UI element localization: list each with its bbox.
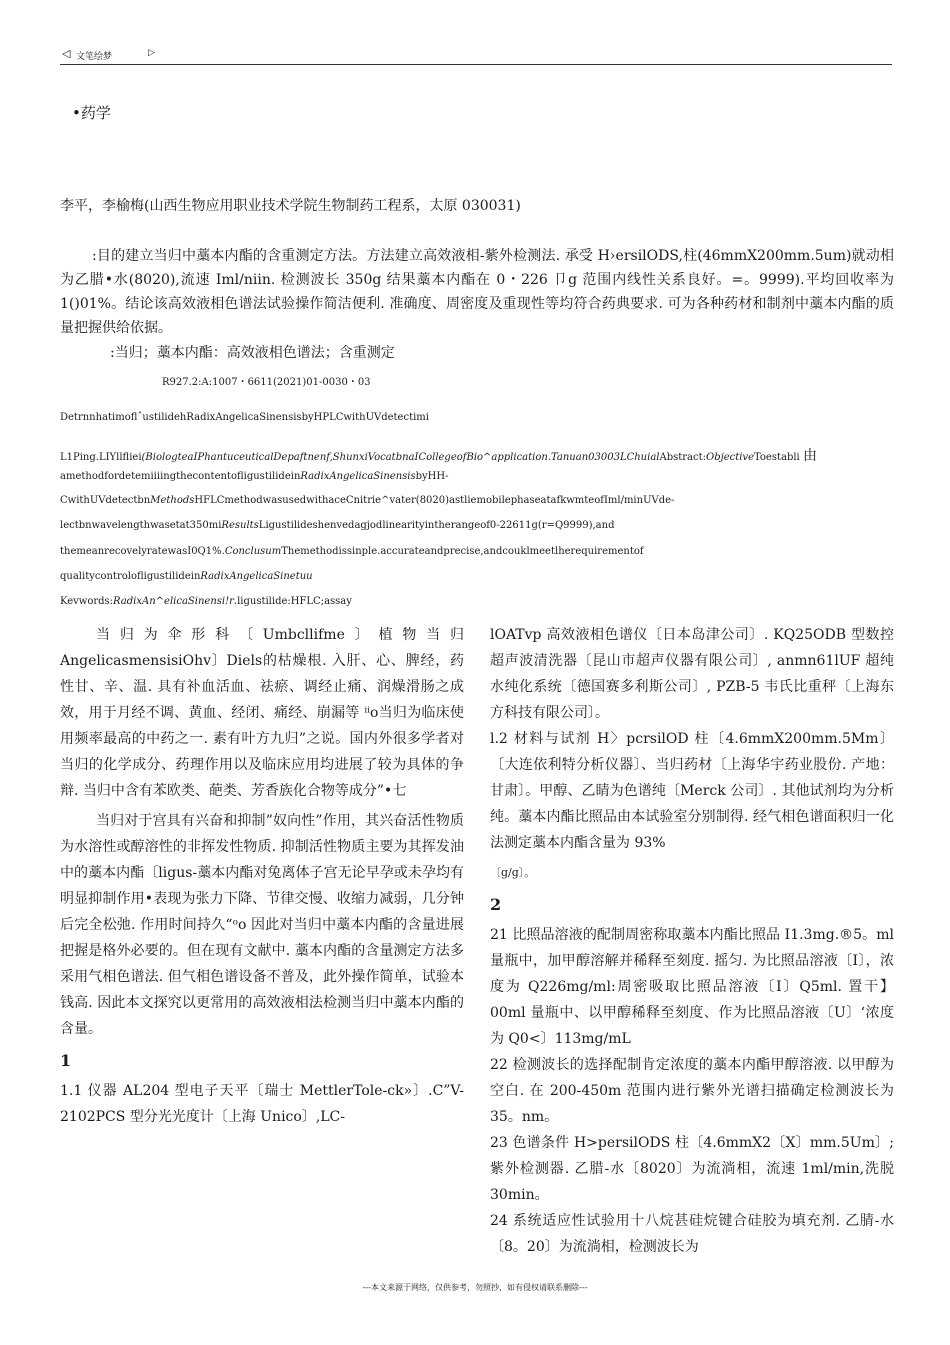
footer-note: ---本文来源于网络，仅供参考，勿照抄，如有侵权请联系删除--- (362, 1283, 588, 1292)
english-line: qualitycontrolofligustilideinRadixAngelicaSinetuu (60, 571, 313, 582)
classification-code: R927.2:A:1007・6611(2021)01-0030・03 (162, 377, 371, 388)
english-line: L1Ping.LIYllfliei(BiologteaIPhantuceuticalDepaftnenf,ShunxiVocatbnaICollegeofBio^application.Tanuan03003LChuialAbstract:ObjectiveToestabli 由 (60, 448, 817, 464)
english-line: CwithUVdetectbnMethodsHFLCmethodwasusedwithaceCnitrie^vater(8020)astliemobilephaseatafkwmteofIml/minUVde- (60, 495, 675, 506)
abstract-chinese: :目的建立当归中藁本内酯的含重测定方法。方法建立高效液相-紫外检测法. 承受 H›ersilODS,柱(46mmX200mm.5um)就动相为乙腊•水(8020),流速 Iml/niin. 检测波长 350g 结果藁本内酯在 0・226 卩g 范围内线性关系良好。=。9999).平均回收率为 1()01%。结论该高效液相色谱法试验操作简洁便利. 准确度、周密度及重现性等均符合药典要求. 可为各种药材和制剂中藁本内酯的质量把握供给依据。 (60, 248, 894, 336)
section-tag: •药学 (72, 104, 111, 122)
paragraph: lOATvp 高效液相色谱仪〔日本岛津公司〕. KQ25ODB 型数控超声波清洗器〔昆山市超声仪器有限公司〕, anmn61lUF 超纯水纯化系统〔德国赛多利斯公司〕, PZB-5 韦氏比重秤〔上海东方科技有限公司〕。 (490, 627, 894, 721)
paragraph: 1.1 仪器 AL204 型电子天平〔瑞士 MettlerTole-ck»〕.C”V-2102PCS 型分光光度计〔上海 Unico〕,LC- (60, 1083, 464, 1125)
left-column (60, 622, 464, 1130)
english-line: themeanrecovelyratewasI0Q1%.ConclusumThemethodissinple.accurateandprecise,andcouklmeetlherequirementof (60, 546, 644, 557)
section-number: 2 (490, 895, 502, 914)
header-text: 文笔绘梦 (76, 52, 113, 62)
english-line: lectbnwavelengthwasetat350miResultsLigustilideshenvedagjodlinearityintherangeof0-22611g(r=Q9999),and (60, 520, 615, 531)
triangle-right-icon: ▷ (148, 48, 155, 58)
paragraph: 当归对于宫具有兴奋和抑制”奴向性”作用，其兴奋活性物质为水溶性或醇溶性的非挥发性物质. 抑制活性物质主要为其挥发油中的藁本内酯〔ligus-藁本内酯对兔离体子宫无论早孕或未孕均有明显抑制作用•表现为张力下降、节律交慢、收缩力减弱，几分钟后完全松弛. 作用时间持久“ᵒo 因此对当归中藁本内酯的含量进展把握是格外必要的。但在现有文献中. 藁本内酯的含量测定方法多采用气相色谱法. 但气相色谱设备不普及，此外操作简单，试验本钱高. 因此本文探究以更常用的高效液相法检测当归中藁本内酯的含量。 (60, 813, 464, 1037)
paragraph: 21 比照品溶液的配制周密称取藁本内酯比照品 I1.3mg.®5。ml 量瓶中，加甲醇溶解并稀释至刻度. 摇匀. 为比照品溶液〔I〕，浓度为 Q226mg/ml:周密吸取比照品溶液〔I〕Q5ml. 置干】00ml 量瓶中、以甲醇稀释至刻度、作为比照品溶液〔U〕‘浓度为 Q0<〕113mg/mL (490, 927, 894, 1047)
paragraph: 当归为伞形科〔Umbcllifme〕植物当归AngelicasmensisiOhv〕Diels的枯燥根. 入肝、心、脾经，药性甘、辛、温. 具有补血活血、祛瘀、调经止痛、润燥滑肠之成效，用于月经不调、黄血、经闭、痛经、崩漏等 ⁱⁱo当归为临床使用频率最高的中药之一. 素有叶方九归”之说。国内外很多学者对当归的化学成分、药理作用以及临床应用均进展了较为具体的争辩. 当归中含有苯欧类、葩类、芳香族化合物等成分”•七 (60, 627, 464, 799)
section-number: 1 (60, 1051, 72, 1070)
english-title: DetrnnhatimoflˆustilidehRadixAngelicaSinensisbyHPLCwithUVdetectimi (60, 412, 429, 423)
paragraph: 22 检测波长的选择配制肯定浓度的藁本内酯甲醇溶液. 以甲醇为空白. 在 200-450m 范围内进行紫外光谱扫描确定检测波长为 35。nm。 (490, 1057, 894, 1125)
running-header (60, 44, 892, 65)
paragraph: 23 色谱条件 H>persilODS 柱〔4.6mmX2〔X〕mm.5Um〕;紫外检测器. 乙腊-水〔8020〕为流淌相，流速 1ml/min,洗脱 30min。 (490, 1135, 894, 1203)
authors-line: 李平，李榆梅(山西生物应用职业技术学院生物制药工程系，太原 030031) (60, 198, 521, 214)
triangle-left-icon: ◁ (62, 47, 71, 60)
english-keywords: Kevwords:RadixAn^elicaSinensi!r.ligustilide:HFLC;assay (60, 596, 352, 607)
paragraph: 〔g/g〕。 (490, 866, 536, 879)
paragraph: 24 系统适应性试验用十八烷甚硅烷键合硅胶为填充剂. 乙腈-水〔8。20〕为流淌相，检测波长为 (490, 1213, 894, 1255)
right-column (490, 622, 894, 1260)
paragraph: l.2 材料与试剂 H〉pcrsilOD 柱〔4.6mmX200mm.5Mm〕〔大连依利特分析仪器〕、当归药材〔上海华宇药业股份. 产地：甘肃〕。甲醇、乙睛为色谱纯〔Merck 公司〕. 其他试剂均为分析纯。藁本内酯比照品由本试验室分别制得. 经气相色谱面积归一化法测定藁本内酯含量为 93% (490, 731, 894, 851)
keywords-chinese: :当归；藁本内酯：高效液相色谱法；含重测定 (110, 345, 395, 361)
english-line: amethodfordetemiiiingthecontentofligustilideinRadixAngelicaSinensisbyHH- (60, 471, 449, 482)
